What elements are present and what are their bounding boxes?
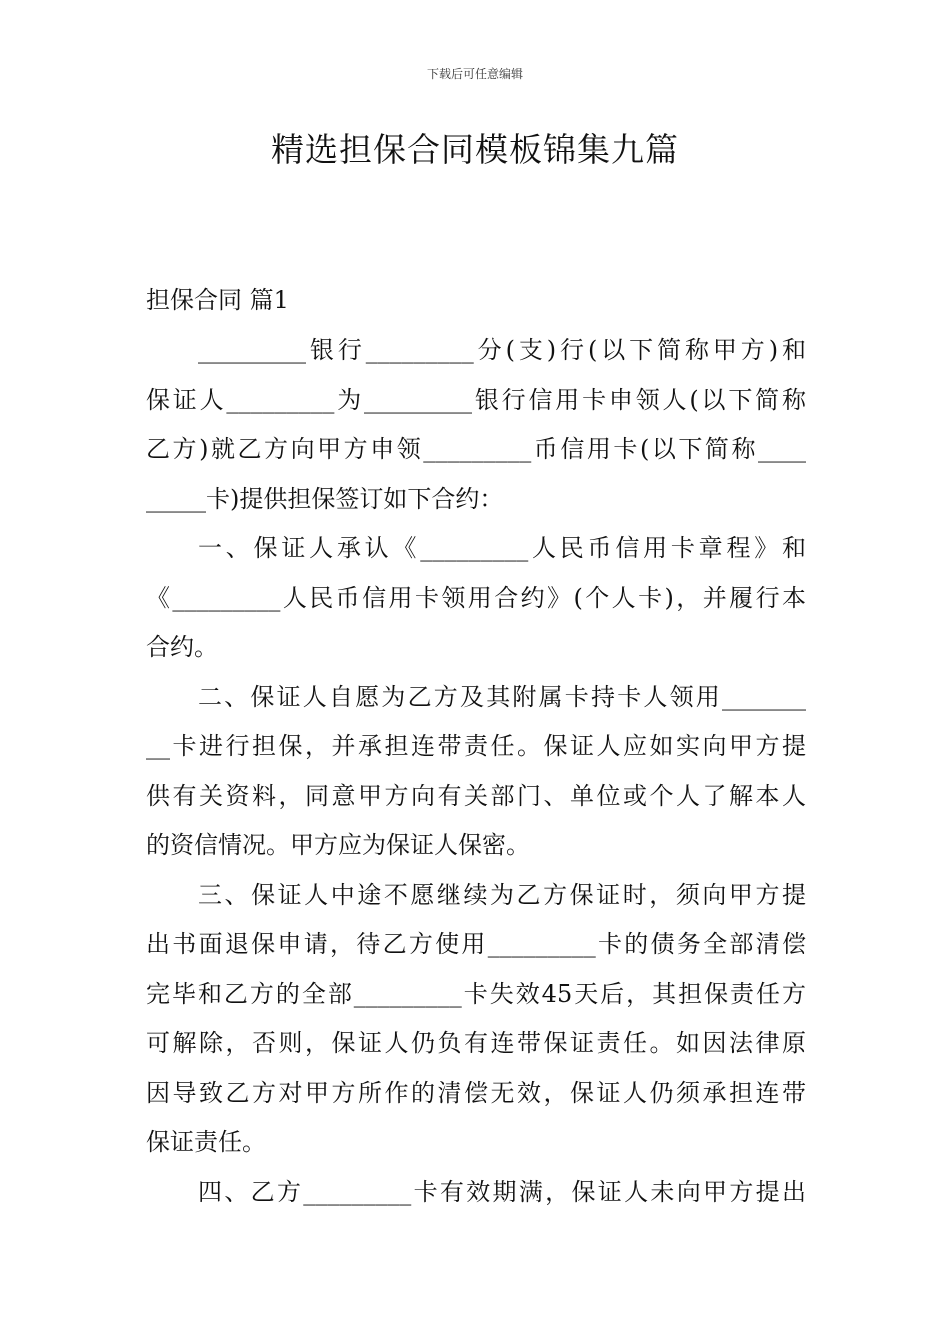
text-line: __卡进行担保，并承担连带责任。保证人应如实向甲方提 — [146, 732, 806, 760]
text-line: 二、保证人自愿为乙方及其附属卡持卡人领用_______ — [198, 682, 806, 711]
text-line: 的资信情况。甲方应为保证人保密。 — [146, 831, 530, 859]
text-line: 三、保证人中途不愿继续为乙方保证时，须向甲方提 — [198, 880, 806, 909]
text-line: 保证人_________为_________银行信用卡申领人(以下简称 — [146, 385, 806, 414]
text-line: 合约。 — [146, 633, 218, 661]
contract-body — [146, 326, 806, 1217]
text-line: 四、乙方_________卡有效期满，保证人未向甲方提出 — [198, 1177, 806, 1206]
text-line: 完毕和乙方的全部_________卡失效45天后，其担保责任方 — [146, 979, 806, 1008]
text-line: 《_________人民币信用卡领用合约》(个人卡)，并履行本 — [146, 583, 806, 612]
text-line: 保证责任。 — [146, 1128, 266, 1156]
text-line: 一、保证人承认《_________人民币信用卡章程》和 — [198, 534, 806, 562]
text-line: _________银行_________分(支)行(以下简称甲方)和 — [198, 336, 806, 364]
text-line: 因导致乙方对甲方所作的清偿无效，保证人仍须承担连带 — [146, 1078, 806, 1107]
header-note: 下载后可任意编辑 — [426, 67, 523, 81]
document-title: 精选担保合同模板锦集九篇 — [271, 130, 679, 169]
text-line: 出书面退保申请，待乙方使用_________卡的债务全部清偿 — [146, 930, 806, 958]
section-title: 担保合同 篇1 — [146, 286, 289, 314]
text-line: 供有关资料，同意甲方向有关部门、单位或个人了解本人 — [146, 781, 806, 810]
text-line: 可解除，否则，保证人仍负有连带保证责任。如因法律原 — [146, 1029, 806, 1057]
text-line: 乙方)就乙方向甲方申领_________币信用卡(以下简称____ — [146, 435, 806, 463]
text-line: _____卡)提供担保签订如下合约： — [146, 484, 504, 513]
